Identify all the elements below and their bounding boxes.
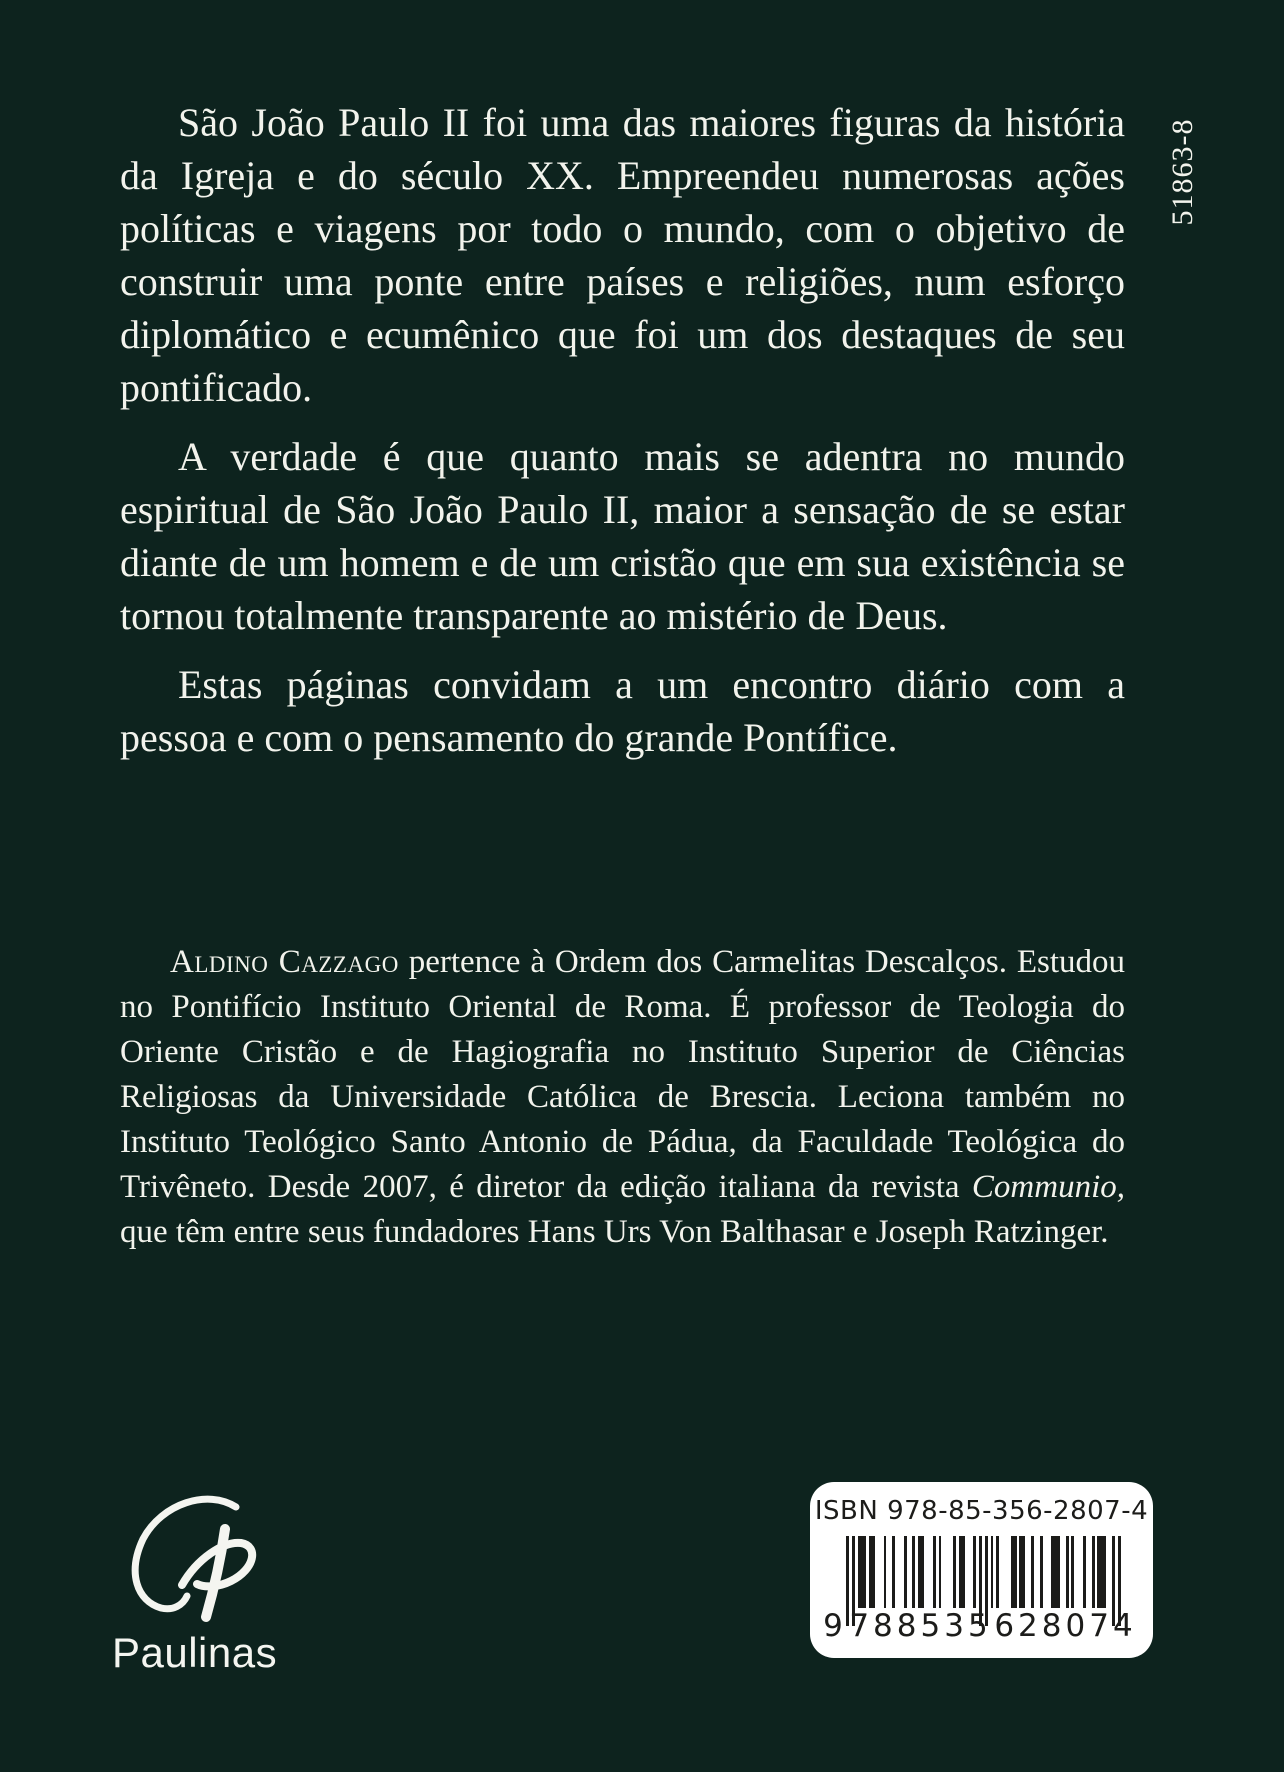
journal-title: Communio, <box>971 1169 1125 1205</box>
barcode-digit-lead: 9 <box>823 1608 843 1644</box>
author-bio-text-1: pertence à Ordem dos Carmelitas Descalços. Estudou no Pontifício Instituto Oriental de Roma. É professor de Teologia do Oriente Cristão e de Hagiografia no Instituto Superior de Ciências Religiosas da Universidade Católica de Brescia. Leciona também no Instituto Teológico Santo Antonio de Pádua, da Faculdade Teológica do Trivêneto. Desde 2007, é diretor da edição italiana da revista <box>120 944 1125 1205</box>
barcode-digits-left: 788535 <box>849 1608 992 1644</box>
paulinas-monogram-icon <box>112 1495 272 1627</box>
synopsis-paragraph-3: Estas páginas convidam a um encontro diário com a pessoa e com o pensamento do grande Pontífice. <box>120 662 1125 760</box>
synopsis-paragraph-1: São João Paulo II foi uma das maiores figuras da história da Igreja e do século XX. Empreendeu numerosas ações políticas e viagens por todo o mundo, com o objetivo de construir uma ponte entre países e religiões, num esforço diplomático e ecumênico que foi um dos destaques de seu pontificado. <box>120 100 1125 410</box>
isbn-barcode-panel <box>810 1482 1153 1658</box>
publisher-name: Paulinas <box>112 1629 278 1676</box>
isbn-number: ISBN 978-85-356-2807-4 <box>814 1496 1149 1526</box>
barcode-digits-right: 628074 <box>994 1608 1137 1644</box>
author-bio-text-2: que têm entre seus fundadores Hans Urs Von Balthasar e Joseph Ratzinger. <box>120 1214 1109 1250</box>
publisher-logo <box>112 1495 278 1677</box>
back-cover-text <box>120 96 1125 1255</box>
author-name: Aldino Cazzago <box>170 944 399 980</box>
stock-code-vertical: 51863-8 <box>1166 118 1199 226</box>
author-bio <box>120 940 1125 1255</box>
barcode-digits <box>818 1608 1138 1644</box>
synopsis-paragraph-2: A verdade é que quanto mais se adentra no mundo espiritual de São João Paulo II, maior a sensação de se estar diante de um homem e de um cristão que em sua existência se tornou totalmente transparente ao mistério de Deus. <box>120 434 1125 638</box>
